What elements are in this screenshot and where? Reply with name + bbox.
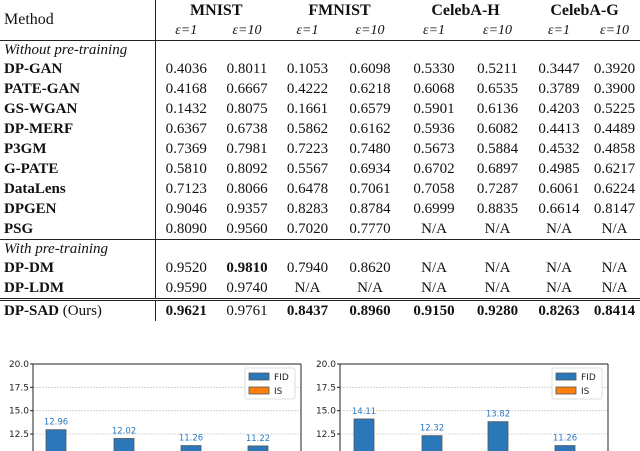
metric-cell: 0.5225 — [593, 100, 636, 117]
epsilon-header: ε=1 — [402, 22, 466, 41]
legend-label-fid: FID — [274, 373, 289, 383]
metric-cell: 0.6934 — [349, 160, 391, 177]
metric-cell: 0.4036 — [165, 60, 207, 77]
method-header: Method — [0, 0, 155, 41]
metric-cell: N/A — [601, 279, 628, 296]
metric-cell: 0.7369 — [165, 140, 207, 157]
metric-cell: 0.4532 — [538, 140, 580, 157]
metric-cell: 0.6367 — [165, 120, 207, 137]
metric-cell: 0.8011 — [226, 60, 268, 77]
metric-cell: 0.9590 — [165, 279, 207, 296]
fid-bar — [354, 419, 374, 451]
metric-cell: N/A — [529, 219, 589, 240]
metric-cell: 0.9520 — [165, 259, 207, 276]
metric-cell: 0.6061 — [538, 180, 580, 197]
method-name: DP-SAD — [4, 302, 59, 319]
epsilon-header: ε=10 — [466, 22, 529, 41]
metric-cell: 0.6224 — [593, 180, 636, 197]
metric-cell: 0.8263 — [529, 300, 589, 322]
section-title: With pre-training — [0, 240, 155, 259]
metric-cell: 0.7480 — [349, 140, 391, 157]
method-name: GS-WGAN — [0, 99, 155, 119]
metric-cell: 0.6579 — [349, 100, 391, 117]
metric-cell: 0.6897 — [476, 160, 519, 177]
metric-cell: 0.6082 — [476, 120, 519, 137]
metric-cell: 0.7770 — [338, 219, 402, 240]
fid-bar — [422, 436, 442, 451]
metric-cell: N/A — [402, 219, 466, 240]
metric-cell: 0.6702 — [413, 160, 455, 177]
y-tick-label: 17.5 — [8, 383, 29, 394]
fid-bar — [46, 430, 66, 451]
metric-cell: N/A — [421, 279, 447, 296]
y-tick-label: 17.5 — [315, 383, 336, 394]
metric-cell: 0.4413 — [538, 120, 580, 137]
metric-cell: 0.4203 — [538, 100, 580, 117]
y-tick-label: 20.0 — [8, 360, 29, 370]
metric-cell: 0.7020 — [277, 219, 338, 240]
dataset-header: CelebA-G — [550, 2, 619, 19]
metric-cell: 0.7058 — [413, 180, 455, 197]
metric-cell: N/A — [484, 259, 511, 276]
metric-cell: 0.3789 — [538, 80, 580, 97]
metric-cell: 0.9810 — [226, 259, 268, 276]
metric-cell: 0.7940 — [286, 259, 329, 276]
metric-cell: N/A — [546, 259, 572, 276]
legend-swatch-is — [556, 387, 576, 394]
fid-bar-label: 11.26 — [552, 433, 578, 444]
y-tick-label: 12.5 — [315, 430, 336, 440]
metric-cell: 0.5211 — [477, 60, 518, 77]
metric-cell: N/A — [466, 219, 529, 240]
metric-cell: 0.6217 — [593, 160, 636, 177]
fid-bar-label: 11.26 — [178, 433, 204, 444]
metric-cell: 0.3447 — [538, 60, 580, 77]
metric-cell: 0.8283 — [286, 200, 329, 217]
metric-cell: 0.9740 — [226, 279, 268, 296]
y-tick-label: 12.5 — [8, 430, 29, 440]
y-tick-label: 20.0 — [315, 360, 336, 370]
method-name: DP-LDM — [0, 278, 155, 300]
metric-cell: 0.8066 — [226, 180, 268, 197]
metric-cell: 0.5810 — [165, 160, 207, 177]
method-name: DP-GAN — [0, 59, 155, 79]
metric-cell: N/A — [546, 279, 572, 296]
metric-cell: 0.9357 — [226, 200, 268, 217]
method-name: P3GM — [0, 139, 155, 159]
metric-cell: N/A — [357, 279, 383, 296]
metric-cell: 0.6136 — [476, 100, 519, 117]
metric-cell: 0.8620 — [349, 259, 391, 276]
metric-cell: 0.8075 — [226, 100, 268, 117]
metric-cell: 0.6068 — [413, 80, 455, 97]
metric-cell: 0.5936 — [413, 120, 455, 137]
metric-cell: 0.8437 — [277, 300, 338, 322]
section-title: Without pre-training — [0, 41, 155, 60]
fid-bar — [181, 446, 201, 451]
metric-cell: 0.7287 — [476, 180, 519, 197]
y-tick-label: 15.0 — [315, 406, 336, 417]
metric-cell: 0.7223 — [286, 140, 329, 157]
metric-cell: 0.4168 — [165, 80, 207, 97]
metric-cell: N/A — [421, 259, 447, 276]
metric-cell: 0.6999 — [413, 200, 455, 217]
metric-cell: 0.5567 — [286, 160, 329, 177]
metric-cell: 0.8414 — [589, 300, 640, 322]
metric-cell: 0.5330 — [413, 60, 455, 77]
fid-bar — [114, 438, 134, 451]
ours-tag: (Ours) — [62, 302, 102, 319]
metric-cell: N/A — [484, 279, 511, 296]
metric-cell: 0.4489 — [593, 120, 636, 137]
metric-cell: 0.4985 — [538, 160, 580, 177]
fid-bar-label: 11.22 — [245, 433, 271, 444]
metric-cell: 0.5901 — [413, 100, 455, 117]
metric-cell: 0.6738 — [226, 120, 268, 137]
metric-cell: 0.1432 — [165, 100, 207, 117]
method-name: G-PATE — [0, 159, 155, 179]
metric-cell: 0.1661 — [286, 100, 329, 117]
metric-cell: 0.9761 — [217, 300, 277, 322]
epsilon-header: ε=10 — [217, 22, 277, 41]
metric-cell: N/A — [601, 259, 628, 276]
metric-cell: 0.1053 — [286, 60, 329, 77]
metric-cell: 0.6162 — [349, 120, 391, 137]
method-name: DPGEN — [0, 199, 155, 219]
metric-cell: 0.7981 — [226, 140, 268, 157]
metric-cell: 0.7061 — [349, 180, 391, 197]
fid-bar-label: 12.32 — [419, 423, 445, 434]
metric-cell: N/A — [294, 279, 321, 296]
legend-label-fid: FID — [581, 373, 596, 383]
metric-cell: 0.6535 — [476, 80, 519, 97]
dataset-header: FMNIST — [308, 2, 371, 19]
epsilon-header: ε=1 — [277, 22, 338, 41]
epsilon-header: ε=1 — [529, 22, 589, 41]
method-name: PATE-GAN — [0, 79, 155, 99]
metric-cell: 0.6614 — [538, 200, 580, 217]
epsilon-header: ε=10 — [338, 22, 402, 41]
fid-bar-label: 13.82 — [485, 409, 511, 420]
y-tick-label: 15.0 — [8, 406, 29, 417]
fid-bar — [248, 446, 268, 451]
fid-bar-label: 12.96 — [43, 417, 69, 428]
metric-cell: 0.9046 — [165, 200, 207, 217]
metric-cell: 0.7123 — [165, 180, 207, 197]
metric-cell: 0.6218 — [349, 80, 391, 97]
legend-label-is: IS — [274, 387, 283, 397]
metric-cell: 0.8147 — [593, 200, 636, 217]
metric-cell: 0.8090 — [155, 219, 217, 240]
dataset-header: MNIST — [190, 2, 243, 19]
fid-bar-label: 14.11 — [351, 406, 377, 417]
method-name: DP-DM — [0, 258, 155, 278]
metric-cell: 0.6478 — [286, 180, 329, 197]
metric-cell: N/A — [589, 219, 640, 240]
method-name: DP-MERF — [0, 119, 155, 139]
fid-bar — [488, 422, 508, 451]
fid-bar-label: 12.02 — [111, 426, 137, 437]
legend-swatch-fid — [249, 373, 269, 380]
metric-cell: 0.9280 — [466, 300, 529, 322]
legend-label-is: IS — [581, 387, 590, 397]
legend-swatch-is — [249, 387, 269, 394]
metric-cell: 0.8835 — [476, 200, 519, 217]
metric-cell: 0.3900 — [593, 80, 636, 97]
metric-cell: 0.5673 — [413, 140, 455, 157]
epsilon-header: ε=1 — [155, 22, 217, 41]
metric-cell: 0.8784 — [349, 200, 391, 217]
metric-cell: 0.9621 — [155, 300, 217, 322]
metric-cell: 0.9150 — [402, 300, 466, 322]
metric-cell: 0.3920 — [593, 60, 636, 77]
metric-cell: 0.6667 — [226, 80, 268, 97]
legend-swatch-fid — [556, 373, 576, 380]
metric-cell: 0.4222 — [286, 80, 329, 97]
dataset-header: CelebA-H — [431, 2, 500, 19]
metric-cell: 0.9560 — [217, 219, 277, 240]
fid-bar — [555, 446, 575, 451]
metric-cell: 0.8960 — [338, 300, 402, 322]
epsilon-header: ε=10 — [589, 22, 640, 41]
metric-cell: 0.5884 — [476, 140, 519, 157]
metric-cell: 0.4858 — [593, 140, 636, 157]
method-name: DataLens — [0, 179, 155, 199]
metric-cell: 0.8092 — [226, 160, 268, 177]
metric-cell: 0.6098 — [349, 60, 391, 77]
method-name: PSG — [0, 219, 155, 240]
metric-cell: 0.5862 — [286, 120, 329, 137]
